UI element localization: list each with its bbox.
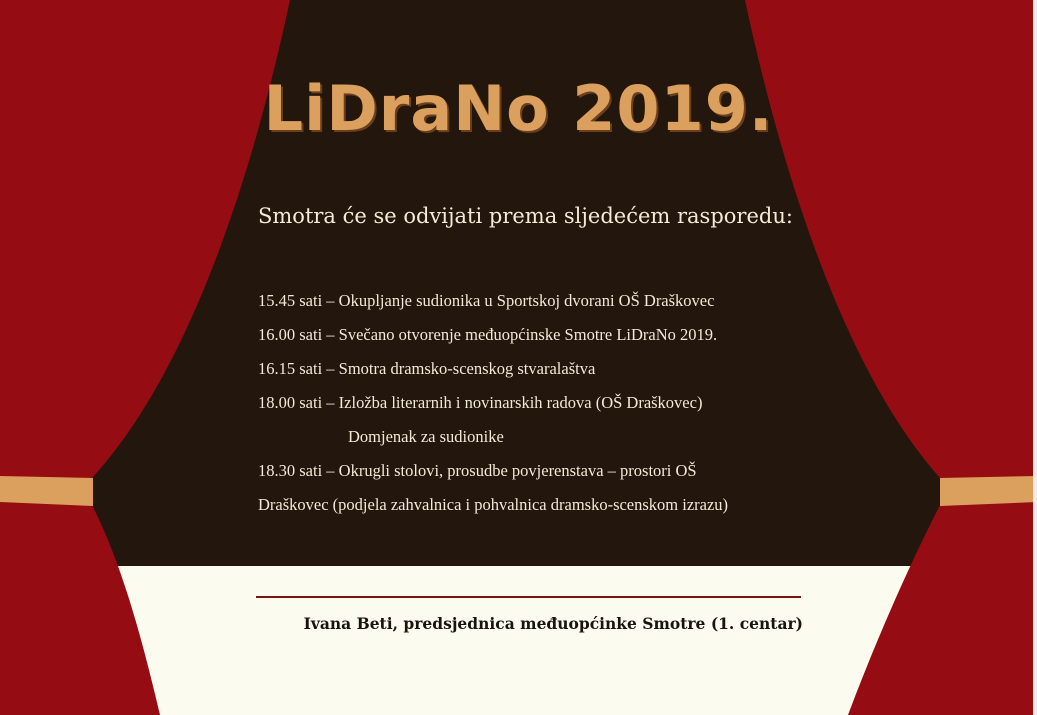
left-curtain-tieback [0,476,93,506]
schedule-item: Draškovec (podjela zahvalnica i pohvalnica dramsko-scenskom izrazu) [258,495,729,514]
schedule-item: 16.00 sati – Svečano otvorenje međuopćinske Smotre LiDraNo 2019. [258,325,718,344]
right-curtain-tieback [940,476,1037,506]
schedule-item: 15.45 sati – Okupljanje sudionika u Sportskoj dvorani OŠ Draškovec [258,291,715,310]
schedule-item: 16.15 sati – Smotra dramsko-scenskog stvaralaštva [258,359,596,378]
schedule-item: 18.00 sati – Izložba literarnih i novinarskih radova (OŠ Draškovec) [258,393,703,412]
schedule-item: Domjenak za sudionike [348,427,504,446]
schedule-item: 18.30 sati – Okrugli stolovi, prosudbe povjerenstava – prostori OŠ [258,461,697,480]
schedule-list [258,284,818,522]
signature-divider [256,596,801,598]
schedule-intro: Smotra će se odvijati prema sljedećem rasporedu: [258,204,793,228]
poster-title: LiDraNo 2019. [263,72,774,145]
signature-line: Ivana Beti, predsjednica međuopćinke Smotre (1. centar) [303,614,803,633]
